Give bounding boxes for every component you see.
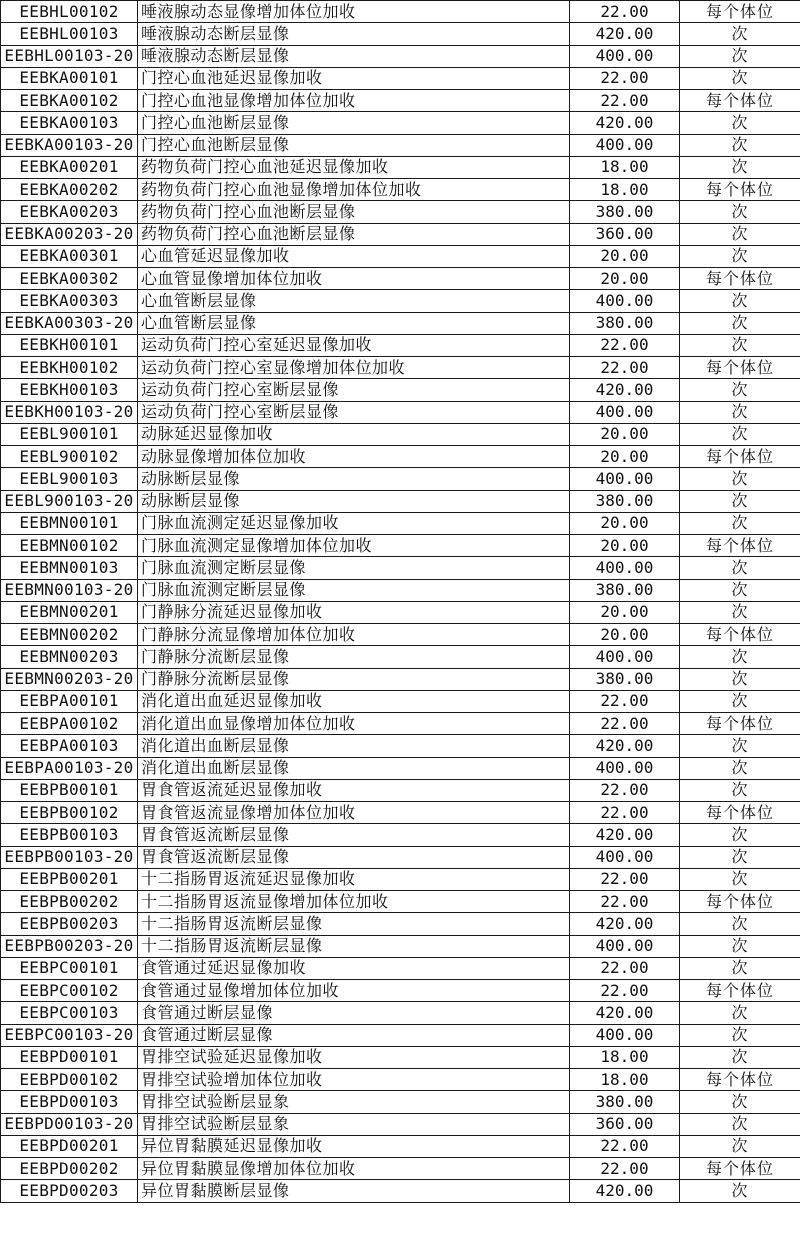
item-price-cell: 380.00 — [570, 668, 680, 690]
item-name-cell: 胃食管返流断层显像 — [138, 824, 570, 846]
item-name-cell: 胃排空试验增加体位加收 — [138, 1069, 570, 1091]
table-row — [1, 868, 800, 890]
item-unit-cell: 次 — [680, 112, 800, 134]
item-unit-cell: 次 — [680, 490, 800, 512]
item-unit-cell: 每个体位 — [680, 1, 800, 23]
item-code-cell: EEBPB00202 — [1, 891, 138, 913]
item-unit-cell: 每个体位 — [680, 1069, 800, 1091]
item-name-cell: 心血管断层显像 — [138, 312, 570, 334]
item-code-cell: EEBPB00102 — [1, 802, 138, 824]
item-price-cell: 20.00 — [570, 446, 680, 468]
table-row — [1, 646, 800, 668]
item-price-cell: 420.00 — [570, 824, 680, 846]
table-row — [1, 90, 800, 112]
item-price-cell: 380.00 — [570, 312, 680, 334]
item-code-cell: EEBPC00103-20 — [1, 1024, 138, 1046]
item-unit-cell: 次 — [680, 379, 800, 401]
item-price-cell: 22.00 — [570, 980, 680, 1002]
item-unit-cell: 次 — [680, 824, 800, 846]
item-price-cell: 22.00 — [570, 334, 680, 356]
item-name-cell: 十二指肠胃返流断层显像 — [138, 935, 570, 957]
item-unit-cell: 次 — [680, 557, 800, 579]
item-name-cell: 动脉显像增加体位加收 — [138, 446, 570, 468]
item-code-cell: EEBPC00101 — [1, 957, 138, 979]
item-price-cell: 400.00 — [570, 134, 680, 156]
item-name-cell: 胃食管返流断层显像 — [138, 846, 570, 868]
item-price-cell: 400.00 — [570, 557, 680, 579]
item-price-cell: 380.00 — [570, 490, 680, 512]
table-row — [1, 1046, 800, 1068]
table-row — [1, 824, 800, 846]
item-name-cell: 消化道出血断层显像 — [138, 757, 570, 779]
item-unit-cell: 每个体位 — [680, 980, 800, 1002]
table-row — [1, 67, 800, 89]
table-row — [1, 624, 800, 646]
item-price-cell: 22.00 — [570, 1135, 680, 1157]
table-row — [1, 490, 800, 512]
item-code-cell: EEBMN00103-20 — [1, 579, 138, 601]
item-name-cell: 门静脉分流断层显像 — [138, 646, 570, 668]
item-code-cell: EEBPB00103-20 — [1, 846, 138, 868]
item-unit-cell: 次 — [680, 468, 800, 490]
item-name-cell: 动脉断层显像 — [138, 490, 570, 512]
item-unit-cell: 次 — [680, 1002, 800, 1024]
item-code-cell: EEBKA00101 — [1, 67, 138, 89]
item-price-cell: 20.00 — [570, 512, 680, 534]
table-row — [1, 1069, 800, 1091]
item-price-cell: 420.00 — [570, 1002, 680, 1024]
item-code-cell: EEBMN00103 — [1, 557, 138, 579]
item-name-cell: 动脉断层显像 — [138, 468, 570, 490]
table-row — [1, 334, 800, 356]
item-name-cell: 门控心血池显像增加体位加收 — [138, 90, 570, 112]
item-price-cell: 20.00 — [570, 268, 680, 290]
item-name-cell: 药物负荷门控心血池显像增加体位加收 — [138, 179, 570, 201]
item-name-cell: 门静脉分流断层显像 — [138, 668, 570, 690]
item-price-cell: 380.00 — [570, 1091, 680, 1113]
item-code-cell: EEBMN00102 — [1, 535, 138, 557]
item-price-cell: 420.00 — [570, 379, 680, 401]
fee-schedule-body — [1, 1, 800, 1203]
item-code-cell: EEBKA00201 — [1, 156, 138, 178]
item-price-cell: 22.00 — [570, 1, 680, 23]
item-name-cell: 运动负荷门控心室断层显像 — [138, 379, 570, 401]
table-row — [1, 846, 800, 868]
item-price-cell: 20.00 — [570, 245, 680, 267]
item-price-cell: 400.00 — [570, 935, 680, 957]
item-code-cell: EEBPB00203 — [1, 913, 138, 935]
item-name-cell: 食管通过显像增加体位加收 — [138, 980, 570, 1002]
item-price-cell: 420.00 — [570, 23, 680, 45]
item-unit-cell: 每个体位 — [680, 713, 800, 735]
item-code-cell: EEBPA00103-20 — [1, 757, 138, 779]
item-price-cell: 20.00 — [570, 624, 680, 646]
table-row — [1, 891, 800, 913]
item-code-cell: EEBPA00103 — [1, 735, 138, 757]
item-unit-cell: 次 — [680, 1091, 800, 1113]
table-row — [1, 401, 800, 423]
table-row — [1, 357, 800, 379]
item-price-cell: 22.00 — [570, 1158, 680, 1180]
item-code-cell: EEBHL00102 — [1, 1, 138, 23]
item-name-cell: 门控心血池延迟显像加收 — [138, 67, 570, 89]
item-price-cell: 400.00 — [570, 290, 680, 312]
item-unit-cell: 每个体位 — [680, 357, 800, 379]
item-price-cell: 360.00 — [570, 1113, 680, 1135]
item-code-cell: EEBPD00103-20 — [1, 1113, 138, 1135]
item-code-cell: EEBL900101 — [1, 423, 138, 445]
item-name-cell: 门脉血流测定断层显像 — [138, 579, 570, 601]
item-unit-cell: 次 — [680, 312, 800, 334]
item-price-cell: 420.00 — [570, 913, 680, 935]
item-name-cell: 心血管显像增加体位加收 — [138, 268, 570, 290]
item-name-cell: 胃排空试验断层显象 — [138, 1113, 570, 1135]
table-row — [1, 579, 800, 601]
item-code-cell: EEBPD00101 — [1, 1046, 138, 1068]
item-unit-cell: 次 — [680, 846, 800, 868]
item-name-cell: 消化道出血断层显像 — [138, 735, 570, 757]
item-code-cell: EEBPD00102 — [1, 1069, 138, 1091]
item-code-cell: EEBL900103-20 — [1, 490, 138, 512]
item-unit-cell: 次 — [680, 423, 800, 445]
item-price-cell: 22.00 — [570, 90, 680, 112]
item-price-cell: 420.00 — [570, 735, 680, 757]
item-name-cell: 门静脉分流显像增加体位加收 — [138, 624, 570, 646]
item-name-cell: 唾液腺动态断层显像 — [138, 45, 570, 67]
item-price-cell: 360.00 — [570, 223, 680, 245]
item-unit-cell: 次 — [680, 1113, 800, 1135]
item-code-cell: EEBPD00203 — [1, 1180, 138, 1202]
item-name-cell: 十二指肠胃返流显像增加体位加收 — [138, 891, 570, 913]
item-price-cell: 400.00 — [570, 1024, 680, 1046]
item-unit-cell: 次 — [680, 45, 800, 67]
item-price-cell: 22.00 — [570, 802, 680, 824]
item-unit-cell: 次 — [680, 512, 800, 534]
table-row — [1, 757, 800, 779]
item-price-cell: 18.00 — [570, 1046, 680, 1068]
item-name-cell: 消化道出血显像增加体位加收 — [138, 713, 570, 735]
item-price-cell: 400.00 — [570, 401, 680, 423]
item-code-cell: EEBMN00203-20 — [1, 668, 138, 690]
item-name-cell: 门脉血流测定延迟显像加收 — [138, 512, 570, 534]
item-code-cell: EEBKA00102 — [1, 90, 138, 112]
item-name-cell: 食管通过断层显像 — [138, 1024, 570, 1046]
item-unit-cell: 次 — [680, 935, 800, 957]
item-price-cell: 22.00 — [570, 868, 680, 890]
item-code-cell: EEBPC00103 — [1, 1002, 138, 1024]
item-code-cell: EEBPB00103 — [1, 824, 138, 846]
table-row — [1, 379, 800, 401]
item-code-cell: EEBKA00103 — [1, 112, 138, 134]
table-row — [1, 690, 800, 712]
item-unit-cell: 次 — [680, 690, 800, 712]
item-unit-cell: 次 — [680, 334, 800, 356]
item-price-cell: 400.00 — [570, 468, 680, 490]
table-row — [1, 535, 800, 557]
item-code-cell: EEBPB00203-20 — [1, 935, 138, 957]
item-code-cell: EEBKA00302 — [1, 268, 138, 290]
item-price-cell: 380.00 — [570, 201, 680, 223]
item-code-cell: EEBMN00201 — [1, 601, 138, 623]
item-unit-cell: 次 — [680, 579, 800, 601]
item-code-cell: EEBKH00103 — [1, 379, 138, 401]
table-row — [1, 802, 800, 824]
item-name-cell: 药物负荷门控心血池断层显像 — [138, 201, 570, 223]
item-unit-cell: 次 — [680, 735, 800, 757]
item-price-cell: 22.00 — [570, 891, 680, 913]
item-unit-cell: 每个体位 — [680, 268, 800, 290]
item-unit-cell: 次 — [680, 646, 800, 668]
item-name-cell: 食管通过断层显像 — [138, 1002, 570, 1024]
table-row — [1, 512, 800, 534]
table-row — [1, 245, 800, 267]
item-code-cell: EEBHL00103 — [1, 23, 138, 45]
item-unit-cell: 次 — [680, 67, 800, 89]
item-price-cell: 18.00 — [570, 179, 680, 201]
item-name-cell: 门脉血流测定显像增加体位加收 — [138, 535, 570, 557]
item-price-cell: 22.00 — [570, 779, 680, 801]
item-code-cell: EEBKA00303-20 — [1, 312, 138, 334]
item-name-cell: 十二指肠胃返流断层显像 — [138, 913, 570, 935]
item-code-cell: EEBPD00103 — [1, 1091, 138, 1113]
table-row — [1, 913, 800, 935]
item-code-cell: EEBMN00203 — [1, 646, 138, 668]
item-code-cell: EEBPA00101 — [1, 690, 138, 712]
item-unit-cell: 每个体位 — [680, 891, 800, 913]
table-row — [1, 223, 800, 245]
table-row — [1, 468, 800, 490]
item-unit-cell: 次 — [680, 201, 800, 223]
item-price-cell: 20.00 — [570, 423, 680, 445]
item-code-cell: EEBHL00103-20 — [1, 45, 138, 67]
item-name-cell: 心血管延迟显像加收 — [138, 245, 570, 267]
item-price-cell: 400.00 — [570, 757, 680, 779]
table-row — [1, 557, 800, 579]
item-name-cell: 消化道出血延迟显像加收 — [138, 690, 570, 712]
item-code-cell: EEBKH00102 — [1, 357, 138, 379]
item-unit-cell: 每个体位 — [680, 446, 800, 468]
item-code-cell: EEBKH00101 — [1, 334, 138, 356]
item-name-cell: 门控心血池断层显像 — [138, 134, 570, 156]
table-row — [1, 112, 800, 134]
item-unit-cell: 每个体位 — [680, 1158, 800, 1180]
item-price-cell: 20.00 — [570, 601, 680, 623]
item-unit-cell: 次 — [680, 1024, 800, 1046]
table-row — [1, 1091, 800, 1113]
table-row — [1, 735, 800, 757]
item-name-cell: 运动负荷门控心室显像增加体位加收 — [138, 357, 570, 379]
table-row — [1, 423, 800, 445]
item-name-cell: 异位胃黏膜断层显像 — [138, 1180, 570, 1202]
item-unit-cell: 每个体位 — [680, 179, 800, 201]
table-row — [1, 713, 800, 735]
item-code-cell: EEBPC00102 — [1, 980, 138, 1002]
item-code-cell: EEBPD00202 — [1, 1158, 138, 1180]
table-row — [1, 446, 800, 468]
item-name-cell: 门脉血流测定断层显像 — [138, 557, 570, 579]
item-unit-cell: 次 — [680, 868, 800, 890]
item-unit-cell: 次 — [680, 134, 800, 156]
table-row — [1, 45, 800, 67]
item-price-cell: 18.00 — [570, 156, 680, 178]
item-price-cell: 400.00 — [570, 646, 680, 668]
item-unit-cell: 每个体位 — [680, 90, 800, 112]
item-name-cell: 食管通过延迟显像加收 — [138, 957, 570, 979]
item-unit-cell: 次 — [680, 913, 800, 935]
item-unit-cell: 次 — [680, 290, 800, 312]
table-row — [1, 1002, 800, 1024]
item-price-cell: 400.00 — [570, 45, 680, 67]
item-code-cell: EEBMN00202 — [1, 624, 138, 646]
table-row — [1, 290, 800, 312]
table-row — [1, 668, 800, 690]
item-unit-cell: 每个体位 — [680, 802, 800, 824]
item-code-cell: EEBMN00101 — [1, 512, 138, 534]
item-unit-cell: 次 — [680, 779, 800, 801]
item-unit-cell: 次 — [680, 668, 800, 690]
table-row — [1, 779, 800, 801]
item-code-cell: EEBKA00202 — [1, 179, 138, 201]
item-name-cell: 运动负荷门控心室断层显像 — [138, 401, 570, 423]
item-name-cell: 十二指肠胃返流延迟显像加收 — [138, 868, 570, 890]
item-name-cell: 心血管断层显像 — [138, 290, 570, 312]
item-name-cell: 药物负荷门控心血池延迟显像加收 — [138, 156, 570, 178]
item-name-cell: 运动负荷门控心室延迟显像加收 — [138, 334, 570, 356]
item-code-cell: EEBL900102 — [1, 446, 138, 468]
item-code-cell: EEBPA00102 — [1, 713, 138, 735]
item-unit-cell: 次 — [680, 957, 800, 979]
item-unit-cell: 次 — [680, 757, 800, 779]
table-row — [1, 601, 800, 623]
table-row — [1, 1158, 800, 1180]
item-price-cell: 18.00 — [570, 1069, 680, 1091]
table-row — [1, 957, 800, 979]
item-price-cell: 22.00 — [570, 357, 680, 379]
table-row — [1, 1024, 800, 1046]
table-row — [1, 179, 800, 201]
item-unit-cell: 次 — [680, 401, 800, 423]
item-code-cell: EEBKA00303 — [1, 290, 138, 312]
item-unit-cell: 次 — [680, 1046, 800, 1068]
table-row — [1, 268, 800, 290]
item-name-cell: 异位胃黏膜显像增加体位加收 — [138, 1158, 570, 1180]
item-price-cell: 22.00 — [570, 957, 680, 979]
item-unit-cell: 次 — [680, 223, 800, 245]
table-row — [1, 23, 800, 45]
item-price-cell: 22.00 — [570, 690, 680, 712]
item-name-cell: 门控心血池断层显像 — [138, 112, 570, 134]
table-row — [1, 1135, 800, 1157]
item-name-cell: 胃排空试验断层显象 — [138, 1091, 570, 1113]
item-unit-cell: 次 — [680, 23, 800, 45]
item-name-cell: 唾液腺动态断层显像 — [138, 23, 570, 45]
table-row — [1, 134, 800, 156]
item-name-cell: 动脉延迟显像加收 — [138, 423, 570, 445]
item-unit-cell: 次 — [680, 245, 800, 267]
item-unit-cell: 每个体位 — [680, 535, 800, 557]
item-name-cell: 门静脉分流延迟显像加收 — [138, 601, 570, 623]
item-name-cell: 异位胃黏膜延迟显像加收 — [138, 1135, 570, 1157]
item-code-cell: EEBKA00301 — [1, 245, 138, 267]
item-code-cell: EEBL900103 — [1, 468, 138, 490]
item-price-cell: 22.00 — [570, 67, 680, 89]
table-row — [1, 1, 800, 23]
item-price-cell: 420.00 — [570, 112, 680, 134]
item-price-cell: 420.00 — [570, 1180, 680, 1202]
item-unit-cell: 次 — [680, 156, 800, 178]
item-price-cell: 380.00 — [570, 579, 680, 601]
item-price-cell: 22.00 — [570, 713, 680, 735]
item-code-cell: EEBKA00103-20 — [1, 134, 138, 156]
item-code-cell: EEBPD00201 — [1, 1135, 138, 1157]
item-unit-cell: 次 — [680, 601, 800, 623]
item-name-cell: 胃食管返流延迟显像加收 — [138, 779, 570, 801]
item-price-cell: 20.00 — [570, 535, 680, 557]
item-code-cell: EEBKH00103-20 — [1, 401, 138, 423]
item-name-cell: 胃食管返流显像增加体位加收 — [138, 802, 570, 824]
item-name-cell: 药物负荷门控心血池断层显像 — [138, 223, 570, 245]
item-unit-cell: 次 — [680, 1180, 800, 1202]
item-code-cell: EEBPB00201 — [1, 868, 138, 890]
table-row — [1, 935, 800, 957]
item-name-cell: 胃排空试验延迟显像加收 — [138, 1046, 570, 1068]
item-price-cell: 400.00 — [570, 846, 680, 868]
item-name-cell: 唾液腺动态显像增加体位加收 — [138, 1, 570, 23]
table-row — [1, 312, 800, 334]
item-unit-cell: 次 — [680, 1135, 800, 1157]
table-row — [1, 980, 800, 1002]
item-code-cell: EEBPB00101 — [1, 779, 138, 801]
table-row — [1, 1113, 800, 1135]
table-row — [1, 201, 800, 223]
table-row — [1, 156, 800, 178]
item-code-cell: EEBKA00203 — [1, 201, 138, 223]
item-unit-cell: 每个体位 — [680, 624, 800, 646]
item-code-cell: EEBKA00203-20 — [1, 223, 138, 245]
table-row — [1, 1180, 800, 1202]
